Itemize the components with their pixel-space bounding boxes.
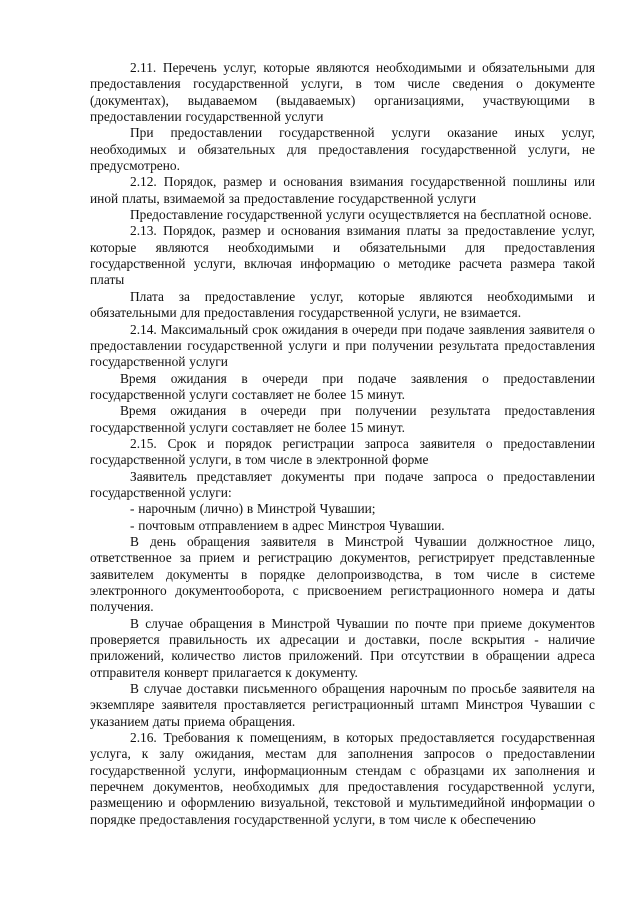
paragraph-2-11-body: При предоставлении государственной услуги оказание иных услуг, необходимых и обязательных для предоставления государственной услуги, не предусмотрено. xyxy=(90,125,595,174)
paragraph-2-14-heading: 2.14. Максимальный срок ожидания в очереди при подаче заявления заявителя о предоставлении государственной услуги и при получении результата предоставления государственной услуги xyxy=(90,321,595,370)
list-item-by-mail: - почтовым отправлением в адрес Минстроя Чувашии. xyxy=(130,517,445,533)
paragraph-2-13-body: Плата за предоставление услуг, которые являются необходимыми и обязательными для предоставления государственной услуги, не взимается. xyxy=(90,288,595,321)
paragraph-courier-delivery: В случае доставки письменного обращения нарочным по просьбе заявителя на экземпляре заявителя проставляется регистрационный штамп Минстроя Чувашии с указанием даты приема обращения. xyxy=(90,681,595,729)
paragraph-2-14-submission-wait: Время ожидания в очереди при подаче заявления о предоставлении государственной услуги составляет не более 15 минут. xyxy=(90,370,595,402)
paragraph-2-11-heading: 2.11. Перечень услуг, которые являются необходимыми и обязательными для предоставления государственной услуги, в том числе сведения о документе (документах), выдаваемом (выдаваемых) организациями, участвующими в предоставлении государственной услуги xyxy=(90,60,595,125)
paragraph-2-12-heading: 2.12. Порядок, размер и основания взимания государственной пошлины или иной платы, взимаемой за предоставление государственной услуги xyxy=(90,174,595,206)
paragraph-postal-receipt: В случае обращения в Минстрой Чувашии по почте при приеме документов проверяется правильность их адресации и доставки, после вскрытия - наличие приложений, количество листов приложений. При отсутствии в обращении адреса отправителя конверт прилагается к документу. xyxy=(90,615,595,680)
paragraph-registration: В день обращения заявителя в Минстрой Чувашии должностное лицо, ответственное за прием и регистрацию документов, регистрирует представленные заявителем документы в порядке делопроизводства, в том числе в системе электронного документооборота, с присвоением регистрационного номера и даты получения. xyxy=(90,533,595,615)
document-page xyxy=(90,60,595,828)
paragraph-2-12-body: Предоставление государственной услуги осуществляется на бесплатной основе. xyxy=(130,207,592,223)
paragraph-2-15-body: Заявитель представляет документы при подаче запроса о предоставлении государственной услуги: xyxy=(90,468,595,500)
paragraph-2-15-heading: 2.15. Срок и порядок регистрации запроса заявителя о предоставлении государственной услуги, в том числе в электронной форме xyxy=(90,435,595,468)
paragraph-2-16-heading: 2.16. Требования к помещениям, в которых предоставляется государственная услуга, к залу ожидания, местам для заполнения запросов о предоставлении государственной услуги, информационным стендам с образцами их заполнения и перечнем документов, необходимых для предоставления государственной услуги, размещению и оформлению визуальной, текстовой и мультимедийной информации о порядке предоставления государственной услуги, в том числе к обеспечению xyxy=(90,730,595,827)
list-item-in-person: - нарочным (лично) в Минстрой Чувашии; xyxy=(130,501,376,517)
paragraph-2-14-result-wait: Время ожидания в очереди при получении результата предоставления государственной услуги составляет не более 15 минут. xyxy=(90,403,595,435)
paragraph-2-13-heading: 2.13. Порядок, размер и основания взимания платы за предоставление услуг, которые являются необходимыми и обязательными для предоставления государственной услуги, включая информацию о методике расчета размера такой платы xyxy=(90,223,595,288)
